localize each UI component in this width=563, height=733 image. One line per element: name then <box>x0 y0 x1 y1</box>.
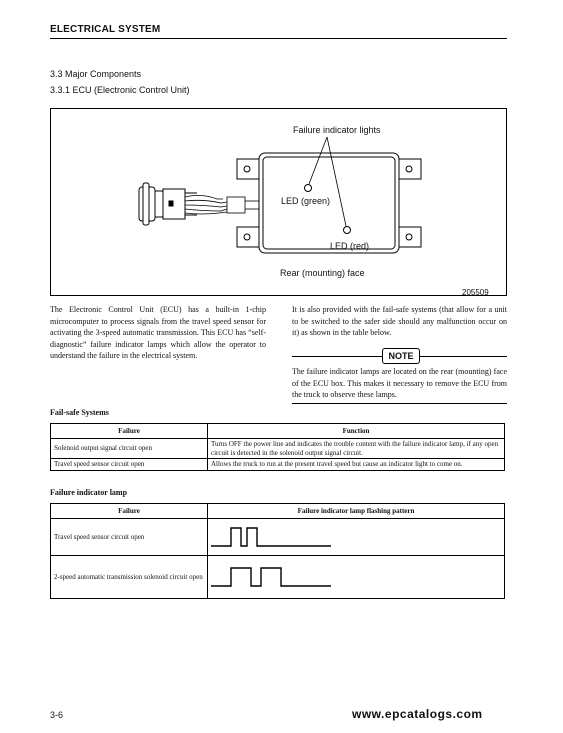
ecu-illustration <box>51 109 506 295</box>
table-row <box>51 519 505 556</box>
flash-pattern-long-pulses <box>211 562 331 590</box>
note-text: The failure indicator lamps are located on the rear (mounting) face of the ECU box. This makes it necessary to remove the ECU from the truck to observe these lamps. <box>292 367 507 400</box>
section-title: 3.3 Major Components <box>50 69 142 79</box>
led-red-icon <box>344 227 351 234</box>
table-header-row <box>51 424 505 439</box>
table-cell-failure: Travel speed sensor circuit open <box>51 519 208 556</box>
lamp-table-title: Failure indicator lamp <box>50 488 128 497</box>
note-header <box>292 348 507 364</box>
column-header: Failure <box>51 504 208 519</box>
table-row <box>51 439 505 459</box>
table-cell-failure: 2-speed automatic transmission solenoid circuit open <box>51 556 208 599</box>
ecu-figure <box>50 108 507 296</box>
failsafe-table <box>50 423 505 471</box>
led-green-label: LED (green) <box>281 196 331 206</box>
table-row <box>51 556 505 599</box>
note-bottom-divider <box>292 403 507 404</box>
page-header-title: ELECTRICAL SYSTEM <box>50 24 161 35</box>
ecu-description: The Electronic Control Unit (ECU) has a built-in 1-chip microcomputer to process signals from the travel speed sensor for activating the 3-speed automatic transmission. This ECU has “self-diagnostic” failure indicator lamps which allow the operator to understand the failure in the electrical system. <box>50 305 266 361</box>
column-header: Failure <box>51 424 208 439</box>
table-row <box>51 459 505 471</box>
table-cell-pattern <box>208 519 505 556</box>
wire-harness <box>185 195 261 214</box>
column-header: Function <box>208 424 505 439</box>
table-cell-pattern <box>208 556 505 599</box>
figure-caption: Rear (mounting) face <box>280 268 365 278</box>
note-label: NOTE <box>382 348 420 364</box>
header-divider <box>50 38 507 39</box>
column-header: Failure indicator lamp flashing pattern <box>208 504 505 519</box>
page-number: 3-6 <box>50 710 64 720</box>
flash-pattern-two-pulses <box>211 522 331 550</box>
table-cell-failure: Travel speed sensor circuit open <box>51 459 208 471</box>
table-cell-failure: Solenoid output signal circuit open <box>51 439 208 459</box>
failure-lights-callout: Failure indicator lights <box>293 125 381 135</box>
lamp-table <box>50 503 505 599</box>
led-red-label: LED (red) <box>330 241 370 251</box>
table-cell-function: Allows the truck to run at the present travel speed but cause an indicator light to come on. <box>208 459 505 471</box>
led-green-icon <box>305 185 312 192</box>
failsafe-description: It is also provided with the fail-safe systems (that allow for a unit to be switched to the safer side should any malfunction occur on it) as shown in the table below. <box>292 305 507 338</box>
subsection-title: 3.3.1 ECU (Electronic Control Unit) <box>50 85 190 95</box>
failsafe-table-title: Fail-safe Systems <box>50 408 109 417</box>
connector-plug <box>139 183 197 225</box>
footer-url: www.epcatalogs.com <box>352 707 483 721</box>
table-header-row <box>51 504 505 519</box>
figure-number: 205509 <box>462 288 489 297</box>
table-cell-function: Turns OFF the power line and indicates the trouble content with the failure indicator lamp, if any open circuit is detected in the solenoid output signal circuit. <box>208 439 505 459</box>
